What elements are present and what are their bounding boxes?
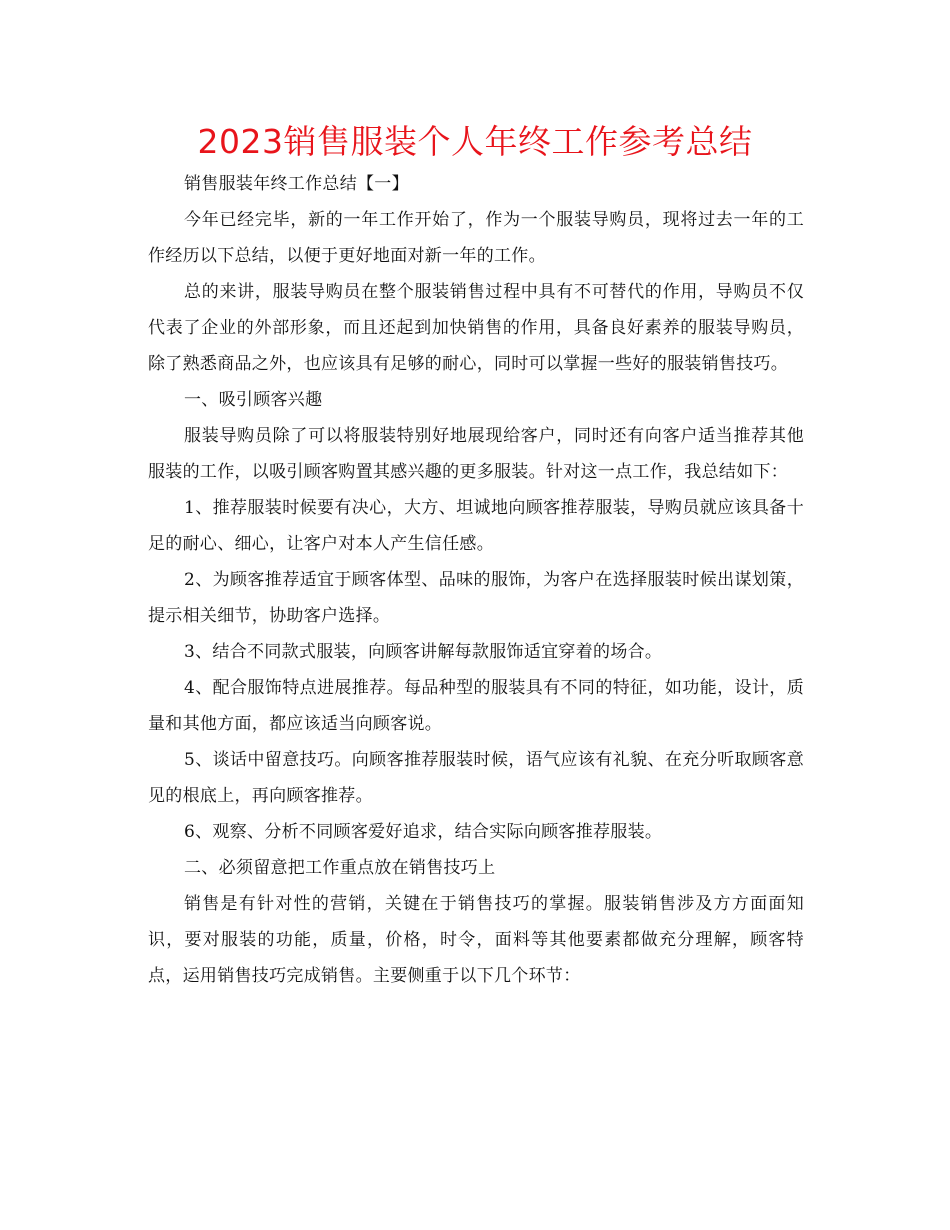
paragraph-attract-interest: 服装导购员除了可以将服装特别好地展现给客户，同时还有向客户适当推荐其他服装的工作，以吸引顾客购置其感兴趣的更多服装。针对这一点工作，我总结如下： <box>148 426 804 482</box>
list-item-4: 4、配合服饰特点进展推荐。每品种型的服装具有不同的特征，如功能，设计，质量和其他方面，都应该适当向顾客说。 <box>148 678 804 734</box>
document-title: 2023销售服装个人年终工作参考总结 <box>197 122 753 161</box>
list-item-5: 5、谈话中留意技巧。向顾客推荐服装时候，语气应该有礼貌、在充分听取顾客意见的根底上，再向顾客推荐。 <box>148 750 804 806</box>
list-item-2: 2、为顾客推荐适宜于顾客体型、品味的服饰，为客户在选择服装时候出谋划策，提示相关细节，协助客户选择。 <box>148 570 804 626</box>
list-item-3: 3、结合不同款式服装，向顾客讲解每款服饰适宜穿着的场合。 <box>184 642 663 662</box>
paragraph-intro: 今年已经完毕，新的一年工作开始了，作为一个服装导购员，现将过去一年的工作经历以下总结，以便于更好地面对新一年的工作。 <box>148 210 804 266</box>
list-item-1: 1、推荐服装时候要有决心，大方、坦诚地向顾客推荐服装，导购员就应该具备十足的耐心、细心，让客户对本人产生信任感。 <box>148 498 804 554</box>
document-body <box>148 166 804 994</box>
section-heading-part-one: 销售服装年终工作总结【一】 <box>184 174 409 194</box>
section-heading-attract-interest: 一、吸引顾客兴趣 <box>184 390 323 410</box>
list-item-6: 6、观察、分析不同顾客爱好追求，结合实际向顾客推荐服装。 <box>184 822 663 842</box>
paragraph-overview: 总的来讲，服装导购员在整个服装销售过程中具有不可替代的作用，导购员不仅代表了企业的外部形象，而且还起到加快销售的作用，具备良好素养的服装导购员，除了熟悉商品之外，也应该具有足够的耐心，同时可以掌握一些好的服装销售技巧。 <box>148 282 804 374</box>
paragraph-sales-skills: 销售是有针对性的营销，关键在于销售技巧的掌握。服装销售涉及方方面面知识，要对服装的功能，质量，价格，时令，面料等其他要素都做充分理解，顾客特点，运用销售技巧完成销售。主要侧重于以下几个环节： <box>148 894 804 986</box>
section-heading-sales-skills: 二、必须留意把工作重点放在销售技巧上 <box>184 858 496 878</box>
